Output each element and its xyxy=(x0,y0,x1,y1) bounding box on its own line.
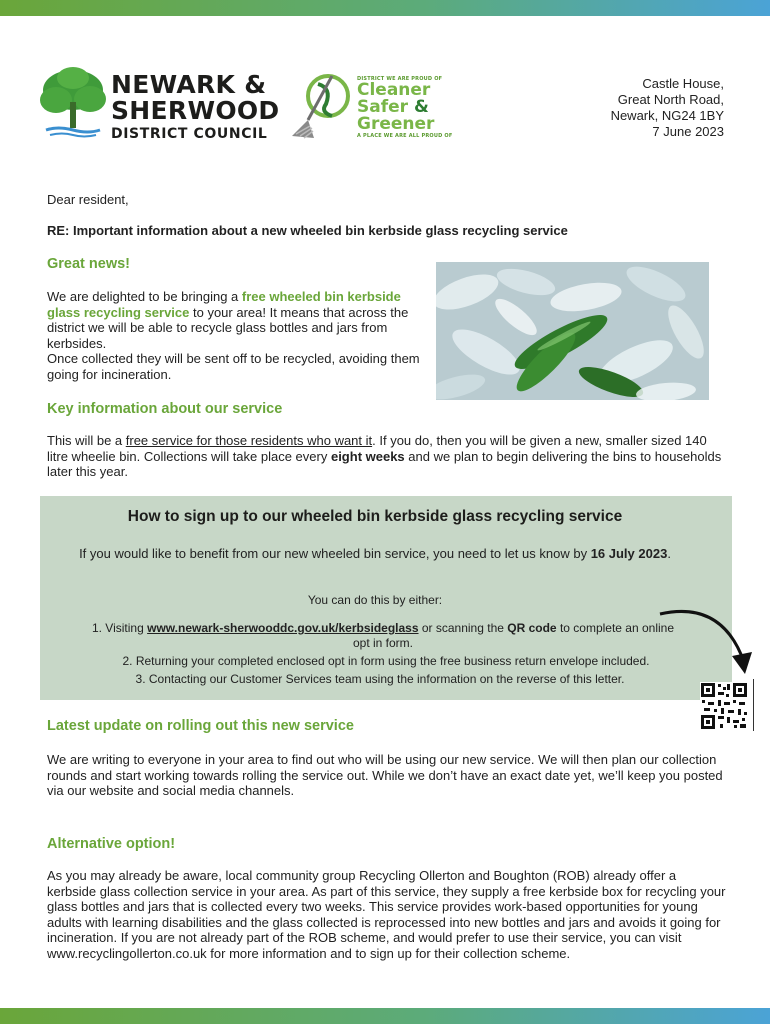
qr-divider xyxy=(753,679,754,731)
campaign-safer-word: Safer xyxy=(357,97,409,117)
alternative-paragraph: As you may already be aware, local community group Recycling Ollerton and Boughton (ROB) already offer a kerbside glass collection service in your area. As part of this service, they supply a free kerbside box for recycling your glass bottles and jars that is collected every two weeks. This service provides work-based opportunities for young adults with learning disabilities and the glass collected is reprocessed into new bottles and jars and avoids it going for incineration. If you are not already part of the ROB scheme, and would prefer to use their service, you can visit www.recyclingollerton.co.uk for more information and to sign up for their collection scheme. xyxy=(47,868,726,961)
signup-intro-end: . xyxy=(667,546,671,561)
signup-deadline: 16 July 2023 xyxy=(590,546,668,561)
signup-either: You can do this by either: xyxy=(307,593,443,607)
signup-step-1 xyxy=(84,621,682,651)
great-news-text-2: to your area! It means that across the district we will be able to recycle glass bottles and jars from kerbsides. xyxy=(47,304,409,351)
address-line: Great North Road, xyxy=(617,92,724,107)
council-name-line1: NEWARK & xyxy=(111,70,267,99)
signup-step-2: 2. Returning your completed enclosed opt in form using the free business return envelope included. xyxy=(122,654,650,668)
signup-website-link[interactable]: www.newark-sherwooddc.gov.uk/kerbsideglass xyxy=(147,621,419,635)
step1-qr-bold: QR code xyxy=(507,621,557,635)
campaign-tagline-bottom: A PLACE WE ARE ALL PROUD OF xyxy=(357,133,453,139)
campaign-cleaner: Cleaner xyxy=(357,80,431,100)
key-info-paragraph xyxy=(47,433,727,480)
key-info-heading: Key information about our service xyxy=(47,401,283,417)
sender-address xyxy=(611,76,724,140)
great-news-paragraph xyxy=(47,289,425,383)
step1-end: to complete an online opt in form. xyxy=(352,621,675,650)
campaign-logo-text xyxy=(357,76,452,139)
tree-logo-icon xyxy=(38,66,108,138)
signup-step-3: 3. Contacting our Customer Services team using the information on the reverse of this letter. xyxy=(135,672,625,686)
step1-text: 1. Visiting xyxy=(91,621,148,635)
great-news-highlight: free wheeled bin kerbside glass recycling service xyxy=(47,289,401,320)
qr-code-icon[interactable] xyxy=(700,682,748,730)
campaign-greener: Greener xyxy=(357,114,435,134)
broom-globe-icon xyxy=(288,70,354,140)
key-info-text-2: . If you do, then you will be given a new, smaller sized 140 litre wheelie bin. Collections will take place every xyxy=(47,433,707,464)
council-name-line3: DISTRICT COUNCIL xyxy=(111,126,268,142)
campaign-amp: & xyxy=(413,97,429,117)
alternative-heading: Alternative option! xyxy=(47,836,176,852)
glass-bottles-photo xyxy=(436,262,709,400)
council-name xyxy=(111,72,280,142)
address-line: Newark, NG24 1BY xyxy=(610,108,724,123)
key-info-underline: free service for those residents who want it xyxy=(125,433,373,448)
signup-title: How to sign up to our wheeled bin kerbside glass recycling service xyxy=(127,508,623,525)
great-news-heading: Great news! xyxy=(47,256,130,272)
key-info-text-1: This will be a xyxy=(47,433,126,448)
subject-line: RE: Important information about a new wheeled bin kerbside glass recycling service xyxy=(47,223,568,238)
signup-intro-text: If you would like to benefit from our new wheeled bin service, you need to let us know by xyxy=(79,546,591,561)
top-colour-band xyxy=(0,0,770,16)
bottom-colour-band xyxy=(0,1008,770,1024)
latest-update-paragraph: We are writing to everyone in your area to find out who will be using our new service. We will then plan our collection rounds and start working towards rolling the service out. While we don’t have an exact date yet, we’ll keep you posted via our website and social media channels. xyxy=(47,752,723,799)
curved-arrow-icon xyxy=(652,604,756,684)
letter-date: 7 June 2023 xyxy=(652,124,724,139)
signup-intro xyxy=(62,544,688,563)
salutation: Dear resident, xyxy=(47,192,129,207)
step1-mid: or scanning the xyxy=(418,621,508,635)
great-news-text-3: Once collected they will be sent off to be recycled, avoiding them going for incineration. xyxy=(47,351,420,382)
latest-update-heading: Latest update on rolling out this new service xyxy=(47,718,354,734)
council-name-line2: SHERWOOD xyxy=(111,96,280,125)
great-news-text-1: We are delighted to be bringing a xyxy=(47,289,242,304)
signup-box xyxy=(40,496,732,700)
key-info-text-3: and we plan to begin delivering the bins to households later this year. xyxy=(47,448,722,480)
address-line: Castle House, xyxy=(642,76,724,91)
campaign-tagline-top: DISTRICT WE ARE PROUD OF xyxy=(357,76,443,82)
key-info-frequency: eight weeks xyxy=(330,448,405,464)
